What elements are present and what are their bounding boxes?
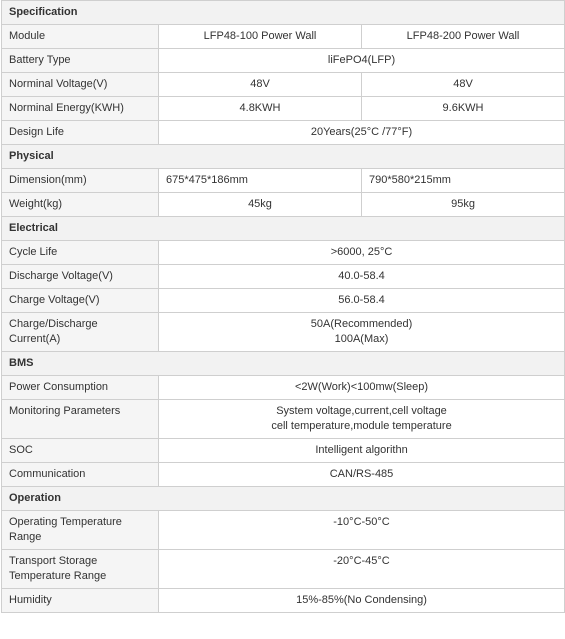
table-row [2, 289, 565, 313]
cell-value: 48V [159, 73, 362, 97]
table-row [2, 97, 565, 121]
table-row [2, 73, 565, 97]
row-label: Norminal Energy(KWH) [2, 97, 159, 121]
row-label: Norminal Voltage(V) [2, 73, 159, 97]
section-title-specification: Specification [2, 1, 565, 25]
table-row [2, 241, 565, 265]
section-title-physical: Physical [2, 145, 565, 169]
cell-value: 20Years(25°C /77°F) [159, 121, 565, 145]
cell-value: 45kg [159, 193, 362, 217]
label-line: Range [9, 531, 42, 543]
cell-value: <2W(Work)<100mw(Sleep) [159, 376, 565, 400]
cell-value: liFePO4(LFP) [159, 49, 565, 73]
cell-line: System voltage,current,cell voltage [276, 405, 447, 417]
cell-line: cell temperature,module temperature [271, 420, 452, 432]
section-title-operation: Operation [2, 487, 565, 511]
cell-value: 15%-85%(No Condensing) [159, 589, 565, 613]
cell-value [159, 313, 565, 352]
section-row [2, 352, 565, 376]
table-row [2, 313, 565, 352]
cell-line: 50A(Recommended) [310, 318, 413, 330]
row-label: Charge/Discharge Current(A) [2, 313, 159, 352]
cell-line: 100A(Max) [334, 333, 389, 345]
cell-value: >6000, 25°C [159, 241, 565, 265]
section-row [2, 217, 565, 241]
cell-value: CAN/RS-485 [159, 463, 565, 487]
section-row [2, 1, 565, 25]
table-row [2, 589, 565, 613]
row-label [2, 511, 159, 550]
cell-value: 790*580*215mm [362, 169, 565, 193]
label-line: Operating Temperature [9, 516, 122, 528]
cell-value: 4.8KWH [159, 97, 362, 121]
section-row [2, 145, 565, 169]
row-label: Humidity [2, 589, 159, 613]
section-title-bms: BMS [2, 352, 565, 376]
cell-value: 9.6KWH [362, 97, 565, 121]
table-row [2, 439, 565, 463]
cell-value: 48V [362, 73, 565, 97]
table-row [2, 463, 565, 487]
row-label: Communication [2, 463, 159, 487]
row-label: Battery Type [2, 49, 159, 73]
table-row [2, 511, 565, 550]
row-label: Dimension(mm) [2, 169, 159, 193]
table-row [2, 400, 565, 439]
cell-value: LFP48-200 Power Wall [362, 25, 565, 49]
section-row [2, 487, 565, 511]
row-label: Module [2, 25, 159, 49]
cell-value: -10°C-50°C [159, 511, 565, 550]
table-row [2, 265, 565, 289]
cell-value: -20°C-45°C [159, 550, 565, 589]
table-row [2, 550, 565, 589]
label-line: Transport Storage [9, 555, 98, 567]
row-label: Weight(kg) [2, 193, 159, 217]
cell-value: LFP48-100 Power Wall [159, 25, 362, 49]
cell-value: 95kg [362, 193, 565, 217]
table-row [2, 376, 565, 400]
table-row [2, 121, 565, 145]
section-title-electrical: Electrical [2, 217, 565, 241]
table-row [2, 169, 565, 193]
row-label: SOC [2, 439, 159, 463]
row-label: Monitoring Parameters [2, 400, 159, 439]
table-row [2, 193, 565, 217]
table-row [2, 49, 565, 73]
row-label: Cycle Life [2, 241, 159, 265]
spec-table [1, 0, 565, 613]
row-label: Discharge Voltage(V) [2, 265, 159, 289]
cell-value: 56.0-58.4 [159, 289, 565, 313]
row-label: Charge Voltage(V) [2, 289, 159, 313]
row-label: Design Life [2, 121, 159, 145]
cell-value: Intelligent algorithn [159, 439, 565, 463]
cell-value: 675*475*186mm [159, 169, 362, 193]
row-label [2, 550, 159, 589]
cell-value [159, 400, 565, 439]
table-row [2, 25, 565, 49]
cell-value: 40.0-58.4 [159, 265, 565, 289]
row-label: Power Consumption [2, 376, 159, 400]
label-line: Temperature Range [9, 570, 107, 582]
